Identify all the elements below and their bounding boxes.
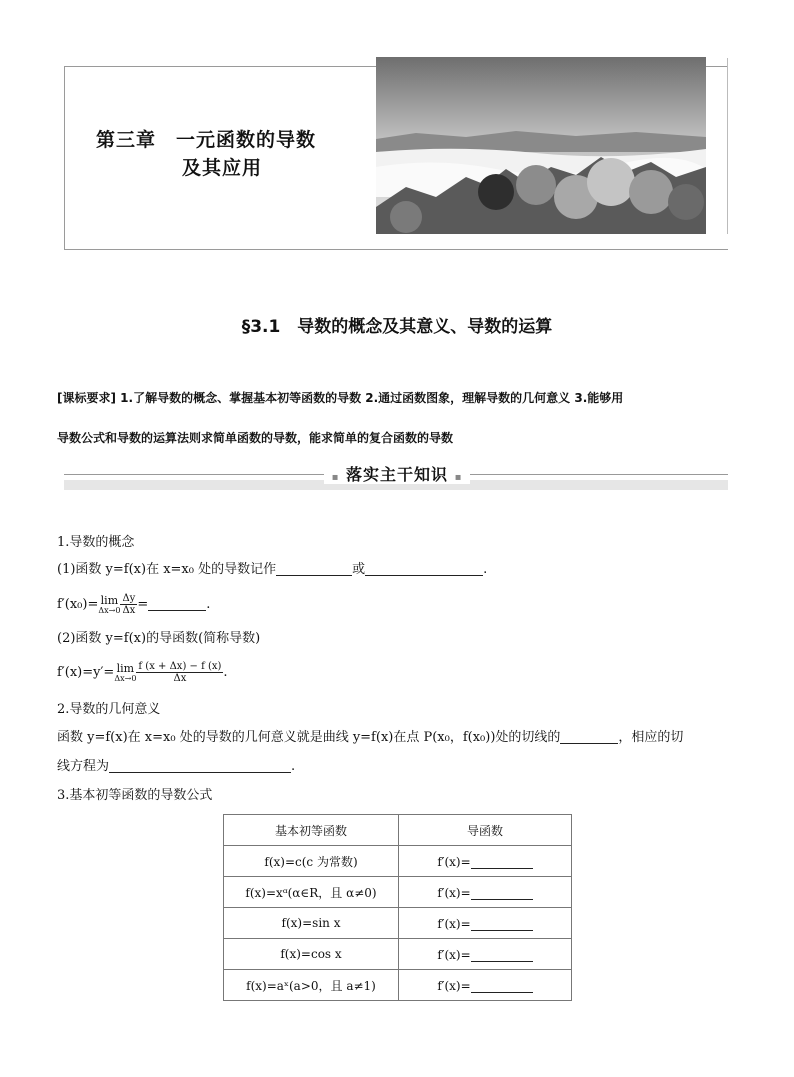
fill-blank[interactable] (276, 559, 352, 576)
limit-symbol: lim (116, 661, 135, 675)
derivative-limit-formula (57, 590, 210, 620)
fraction-denominator: Δx (122, 605, 136, 616)
heading-derivative-concept: 1.导数的概念 (57, 535, 135, 550)
period: . (206, 597, 211, 612)
fill-blank[interactable] (471, 854, 533, 869)
fill-blank[interactable] (560, 727, 618, 744)
formula-lhs: f′(x)=y′= (57, 665, 115, 680)
fill-blank[interactable] (471, 947, 533, 962)
fill-blank[interactable] (109, 756, 291, 773)
fraction-denominator: Δx (173, 673, 187, 684)
heading-geometric-meaning: 2.导数的几何意义 (57, 702, 161, 717)
band-dot-icon: ▪ (454, 472, 463, 483)
derivative-label: f′(x)= (437, 854, 471, 869)
tangent-equation-label: 线方程为 (57, 759, 110, 774)
heading-derivative-formulas: 3.基本初等函数的导数公式 (57, 788, 213, 803)
derivative-notation-line (57, 557, 487, 583)
derivative-label: f′(x)= (437, 947, 471, 962)
period: . (223, 665, 228, 680)
table-row (224, 970, 572, 1001)
geometric-meaning-line1 (57, 725, 683, 751)
table-row (224, 846, 572, 877)
requirements-text-1: 1.了解导数的概念、掌握基本初等函数的导数 2.通过函数图象，理解导数的几何意义 3.能够用 (120, 391, 624, 405)
geometric-meaning-text-end: ，相应的切 (618, 730, 684, 745)
derivative-cell (399, 877, 572, 908)
derivative-cell (399, 846, 572, 877)
derivative-label: f′(x)= (437, 978, 471, 993)
fraction (136, 661, 223, 684)
fill-blank[interactable] (365, 559, 483, 576)
requirements-tag: [课标要求] (57, 391, 116, 405)
limit-subscript: Δx→0 (98, 605, 121, 615)
table-header-row (224, 815, 572, 846)
derivative-label: f′(x)= (437, 885, 471, 900)
function-cell: f(x)=sin x (224, 908, 399, 939)
fraction-numerator: Δy (122, 593, 136, 604)
derivative-cell (399, 970, 572, 1001)
geometric-meaning-line2 (57, 754, 295, 780)
derivative-label: f′(x)= (437, 916, 471, 931)
period: . (291, 759, 296, 774)
table-row (224, 877, 572, 908)
derivative-function-formula (57, 658, 228, 688)
limit-subscript: Δx→0 (114, 673, 137, 683)
function-cell: f(x)=xᵅ(α∈R，且 α≠0) (224, 877, 399, 908)
banner-divider (727, 58, 728, 234)
table-header: 导函数 (399, 815, 572, 846)
derivative-notation-text: (1)函数 y=f(x)在 x=x₀ 处的导数记作 (57, 562, 277, 577)
chapter-title (96, 126, 316, 182)
function-cell: f(x)=cos x (224, 939, 399, 970)
table-row (224, 908, 572, 939)
derivative-cell (399, 939, 572, 970)
derivative-function-line: (2)函数 y=f(x)的导函数(简称导数) (57, 631, 261, 646)
chapter-title-line2: 及其应用 (182, 157, 263, 179)
band-dot-icon: ▪ (331, 472, 340, 483)
limit-symbol: lim (100, 593, 119, 607)
chapter-title-line1: 第三章 一元函数的导数 (96, 129, 317, 151)
fill-blank[interactable] (148, 594, 206, 611)
curriculum-requirements (57, 378, 737, 458)
function-cell: f(x)=aˣ(a>0，且 a≠1) (224, 970, 399, 1001)
geometric-meaning-text: 函数 y=f(x)在 x=x₀ 处的导数的几何意义就是曲线 y=f(x)在点 P(x₀，f(x₀))处的切线的 (57, 730, 561, 745)
fraction-numerator: f (x + Δx) − f (x) (138, 661, 222, 672)
period: . (483, 562, 488, 577)
function-cell: f(x)=c(c 为常数) (224, 846, 399, 877)
derivative-formula-table (223, 814, 572, 1001)
table-row (224, 939, 572, 970)
limit (98, 595, 120, 615)
landscape-photo (376, 57, 706, 234)
table-header: 基本初等函数 (224, 815, 399, 846)
limit (114, 663, 136, 683)
section-title: §3.1 导数的概念及其意义、导数的运算 (241, 317, 553, 337)
derivative-cell (399, 908, 572, 939)
fill-blank[interactable] (471, 978, 533, 993)
requirements-text-2: 导数公式和导数的运算法则求简单函数的导数，能求简单的复合函数的导数 (57, 431, 454, 445)
or-text: 或 (352, 562, 366, 577)
formula-lhs: f′(x₀)= (57, 597, 99, 612)
fraction (120, 593, 137, 616)
equals: = (137, 597, 149, 612)
band-title-text: 落实主干知识 (345, 465, 448, 484)
band-title (0, 462, 794, 485)
fill-blank[interactable] (471, 885, 533, 900)
fill-blank[interactable] (471, 916, 533, 931)
